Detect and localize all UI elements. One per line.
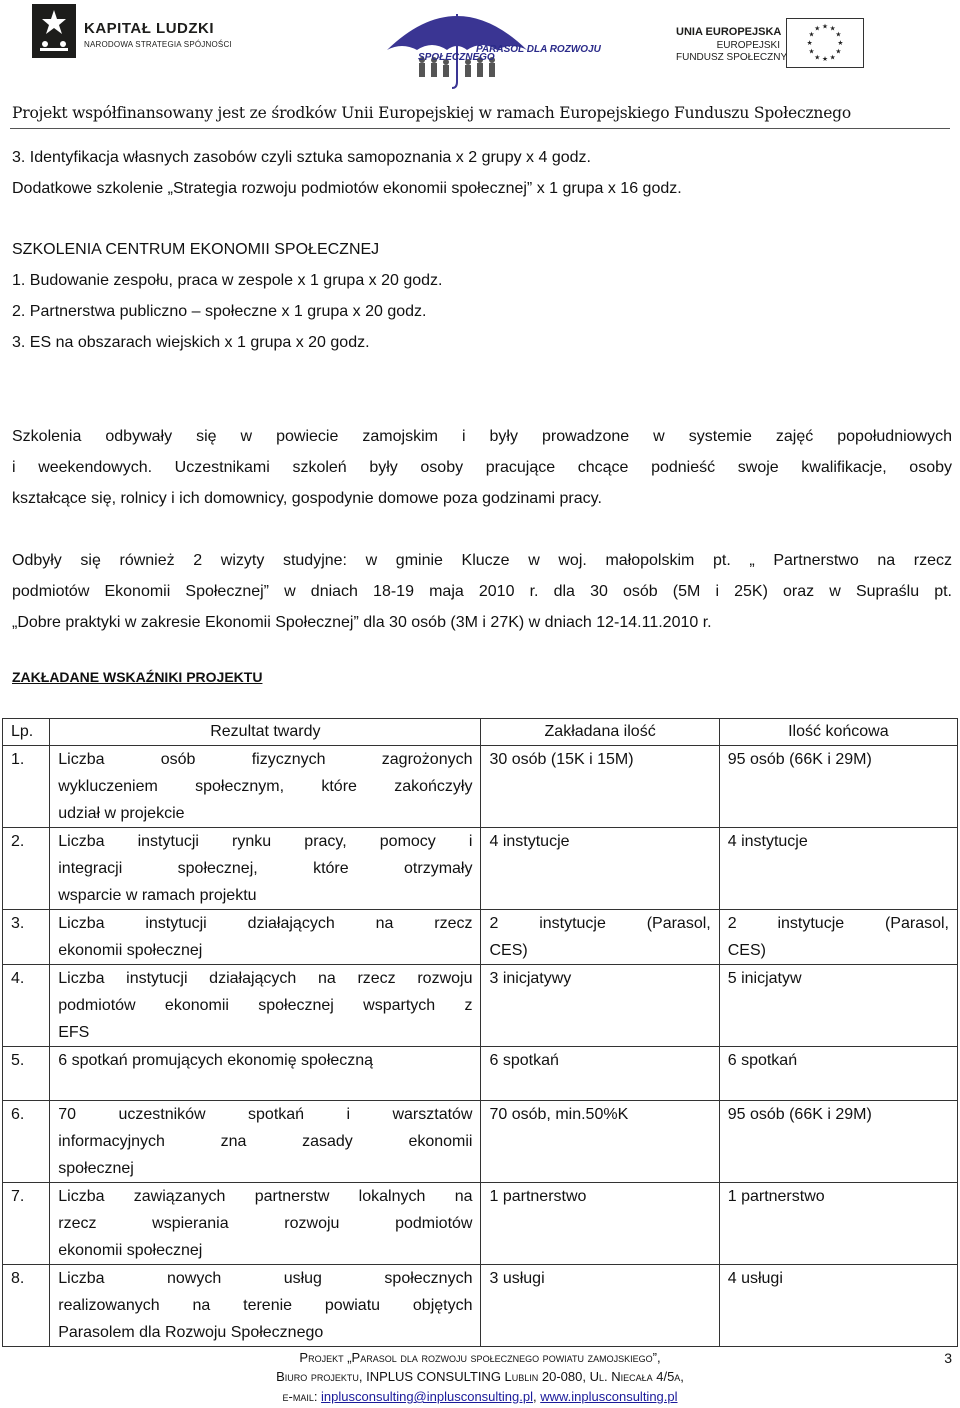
- section-title-indicators: ZAKŁADANE WSKAŹNIKI PROJEKTU: [12, 669, 263, 685]
- cell-final: [719, 1047, 957, 1101]
- cell-planned: [481, 910, 719, 965]
- cell-final: [719, 746, 957, 828]
- footer-contact: [0, 1389, 960, 1404]
- cell-planned-line: 70 osób, min.50%K: [489, 1106, 629, 1123]
- cell-final-line: 2 instytucje (Parasol,: [727, 915, 949, 932]
- header-divider: [10, 128, 950, 129]
- svg-text:★: ★: [835, 30, 842, 39]
- svg-text:★: ★: [821, 22, 829, 31]
- page-header: [0, 0, 960, 122]
- kapital-ludzki-emblem-icon: [32, 4, 76, 58]
- cell-planned-line: 6 spotkań: [489, 1052, 559, 1069]
- table-row: [3, 910, 958, 965]
- header-planned: Zakładana ilość: [481, 719, 719, 746]
- cell-result: [50, 828, 481, 910]
- cell-result-line: Liczba osób fizycznych zagrożonych: [58, 751, 473, 768]
- svg-text:★: ★: [821, 55, 829, 64]
- logo-right-line2: EUROPEJSKI: [716, 40, 780, 51]
- table-row: [3, 1047, 958, 1101]
- cofinancing-statement: Projekt współfinansowany jest ze środków Unii Europejskiej w ramach Europejskiego Funduszu Społecznego: [12, 104, 852, 122]
- cell-final-line: 95 osób (66K i 29M): [727, 751, 872, 768]
- cell-result: [50, 746, 481, 828]
- table-row: [3, 828, 958, 910]
- cell-lp: 4.: [3, 965, 50, 1047]
- cell-result-line: ekonomii społecznej: [58, 1242, 203, 1259]
- logo-right-line3: FUNDUSZ SPOŁECZNY: [676, 52, 788, 63]
- svg-text:★: ★: [829, 53, 836, 62]
- cell-final-line: 95 osób (66K i 29M): [727, 1106, 872, 1123]
- svg-text:★: ★: [806, 38, 813, 47]
- paragraph-study-visits-line: podmiotów Ekonomii Społecznej” w dniach 18-19 maja 2010 r. dla 30 osób (5M i 25K) oraz w Supraślu pt.: [12, 583, 952, 600]
- cell-result-line: realizowanych na terenie powiatu objętych: [58, 1297, 473, 1314]
- cell-result-line: Liczba zawiązanych partnerstw lokalnych na: [58, 1188, 473, 1205]
- table-row: [3, 1265, 958, 1347]
- cell-planned-line: 4 instytucje: [489, 833, 570, 850]
- cell-result-line: 6 spotkań promujących ekonomię społeczną: [58, 1052, 374, 1069]
- cell-result-line: rzecz wspierania rozwoju podmiotów: [58, 1215, 473, 1232]
- header-final: Ilość końcowa: [719, 719, 957, 746]
- header-result: Rezultat twardy: [50, 719, 481, 746]
- cell-result-line: podmiotów ekonomii społecznej wspartych z: [58, 997, 473, 1014]
- cell-result-line: Parasolem dla Rozwoju Społecznego: [58, 1324, 324, 1341]
- svg-text:★: ★: [808, 30, 815, 39]
- paragraph-study-visits-line: „Dobre praktyki w zakresie Ekonomii Społecznej” dla 30 osób (3M i 27K) w dniach 12-14.11.2010 r.: [12, 614, 712, 631]
- cell-planned-line: 3 usługi: [489, 1270, 545, 1287]
- cell-result: [50, 1183, 481, 1265]
- cell-planned: [481, 1101, 719, 1183]
- cell-result: [50, 910, 481, 965]
- cell-final-line: 5 inicjatyw: [727, 970, 802, 987]
- logo-right-line1: UNIA EUROPEJSKA: [676, 26, 782, 38]
- cell-final: [719, 1101, 957, 1183]
- svg-text:★: ★: [835, 47, 842, 56]
- cell-final-line: 1 partnerstwo: [727, 1188, 825, 1205]
- page-footer: [0, 1348, 960, 1408]
- cell-lp: 1.: [3, 746, 50, 828]
- centrum-item-3: 3. ES na obszarach wiejskich x 1 grupa x 20 godz.: [12, 334, 370, 351]
- cell-planned: [481, 1047, 719, 1101]
- paragraph-trainings-line: kształcące się, rolnicy i ich domownicy, gospodynie domowe poza godzinami pracy.: [12, 490, 602, 507]
- centrum-title: SZKOLENIA CENTRUM EKONOMII SPOŁECZNEJ: [12, 241, 380, 258]
- footer-office-address: Biuro projektu, INPLUS CONSULTING Lublin 20-080, Ul. Niecała 4/5a,: [276, 1369, 684, 1384]
- cell-final-line: 4 instytucje: [727, 833, 808, 850]
- cell-result: [50, 1265, 481, 1347]
- page-number: 3: [944, 1350, 952, 1366]
- footer-email-link[interactable]: inplusconsulting@inplusconsulting.pl: [321, 1389, 533, 1404]
- body-line-2: Dodatkowe szkolenie „Strategia rozwoju podmiotów ekonomii społecznej” x 1 grupa x 16 godz.: [12, 180, 682, 197]
- cell-lp: 7.: [3, 1183, 50, 1265]
- svg-text:★: ★: [814, 53, 821, 62]
- kapital-ludzki-logo: [32, 4, 232, 64]
- cell-result-line: integracji społecznej, które otrzymały: [58, 860, 473, 877]
- footer-email-label: e-mail:: [282, 1389, 322, 1404]
- svg-text:★: ★: [808, 47, 815, 56]
- cell-planned-line: 3 inicjatywy: [489, 970, 572, 987]
- cell-final: [719, 910, 957, 965]
- footer-project-name: Projekt „Parasol dla rozwoju społecznego powiatu zamojskiego”,: [299, 1350, 661, 1365]
- cell-final: [719, 828, 957, 910]
- cell-planned-line: 30 osób (15K i 15M): [489, 751, 634, 768]
- header-lp: Lp.: [3, 719, 50, 746]
- eu-logo: [676, 18, 866, 68]
- svg-text:★: ★: [814, 24, 821, 33]
- logo-left-line1: KAPITAŁ LUDZKI: [84, 20, 215, 37]
- svg-text:★: ★: [837, 38, 844, 47]
- cell-final-line: CES): [727, 942, 766, 959]
- table-row: [3, 1183, 958, 1265]
- body-line-1: 3. Identyfikacja własnych zasobów czyli sztuka samopoznania x 2 grupy x 4 godz.: [12, 149, 591, 166]
- paragraph-trainings: [12, 421, 952, 514]
- table-row: [3, 1101, 958, 1183]
- cell-planned: [481, 1265, 719, 1347]
- cell-result-line: Liczba instytucji działających na rzecz: [58, 915, 473, 932]
- cell-result-line: wsparcie w ramach projektu: [58, 887, 257, 904]
- cell-result-line: udział w projekcie: [58, 805, 185, 822]
- logo-center-line1: PARASOL DLA ROZWOJU: [476, 44, 601, 55]
- centrum-item-2: 2. Partnerstwa publiczno – społeczne x 1 grupa x 20 godz.: [12, 303, 427, 320]
- cell-result: [50, 1047, 481, 1101]
- cell-final: [719, 1183, 957, 1265]
- cell-result-line: informacyjnych zna zasady ekonomii: [58, 1133, 473, 1150]
- indicators-table: [2, 718, 958, 1347]
- cell-result-line: Liczba instytucji rynku pracy, pomocy i: [58, 833, 473, 850]
- cell-planned: [481, 1183, 719, 1265]
- cell-lp: 2.: [3, 828, 50, 910]
- cell-result-line: ekonomii społecznej: [58, 942, 203, 959]
- cell-result-line: Liczba instytucji działających na rzecz rozwoju: [58, 970, 473, 987]
- cell-planned-line: CES): [489, 942, 528, 959]
- cell-result-line: 70 uczestników spotkań i warsztatów: [58, 1106, 473, 1123]
- cell-planned: [481, 828, 719, 910]
- cell-result-line: wykluczeniem społecznym, które zakończyły: [58, 778, 473, 795]
- cell-final: [719, 965, 957, 1047]
- cell-final-line: 4 usługi: [727, 1270, 783, 1287]
- cell-planned: [481, 965, 719, 1047]
- cell-planned-line: 1 partnerstwo: [489, 1188, 587, 1205]
- table-header-row: [3, 719, 958, 746]
- cell-lp: 6.: [3, 1101, 50, 1183]
- paragraph-trainings-line: i weekendowych. Uczestnikami szkoleń były osoby pracujące chcące podnieść swoje kwalifikacje, osoby: [12, 459, 952, 476]
- paragraph-trainings-line: Szkolenia odbywały się w powiecie zamojskim i były prowadzone w systemie zajęć popołudniowych: [12, 428, 952, 445]
- eu-flag-icon: [786, 18, 864, 68]
- svg-text:★: ★: [829, 24, 836, 33]
- logo-center-line2: SPOŁECZNEGO: [418, 52, 495, 63]
- cell-lp: 3.: [3, 910, 50, 965]
- logo-left-line2: NARODOWA STRATEGIA SPÓJNOŚCI: [84, 40, 232, 49]
- table-row: [3, 746, 958, 828]
- cell-result-line: Liczba nowych usług społecznych: [58, 1270, 473, 1287]
- cell-result: [50, 965, 481, 1047]
- table-row: [3, 965, 958, 1047]
- paragraph-study-visits: [12, 545, 952, 638]
- cell-result-line: EFS: [58, 1024, 90, 1041]
- cell-lp: 8.: [3, 1265, 50, 1347]
- footer-website-link[interactable]: www.inplusconsulting.pl: [540, 1389, 678, 1404]
- footer-separator: ,: [532, 1389, 541, 1404]
- cell-result: [50, 1101, 481, 1183]
- paragraph-study-visits-line: Odbyły się również 2 wizyty studyjne: w gminie Klucze w woj. małopolskim pt. „ Partnerstwo na rzecz: [12, 552, 952, 569]
- cell-planned: [481, 746, 719, 828]
- cell-final: [719, 1265, 957, 1347]
- cell-lp: 5.: [3, 1047, 50, 1101]
- cell-planned-line: 2 instytucje (Parasol,: [489, 915, 711, 932]
- cell-final-line: 6 spotkań: [727, 1052, 798, 1069]
- cell-result-line: społecznej: [58, 1160, 134, 1177]
- centrum-item-1: 1. Budowanie zespołu, praca w zespole x 1 grupa x 20 godz.: [12, 272, 443, 289]
